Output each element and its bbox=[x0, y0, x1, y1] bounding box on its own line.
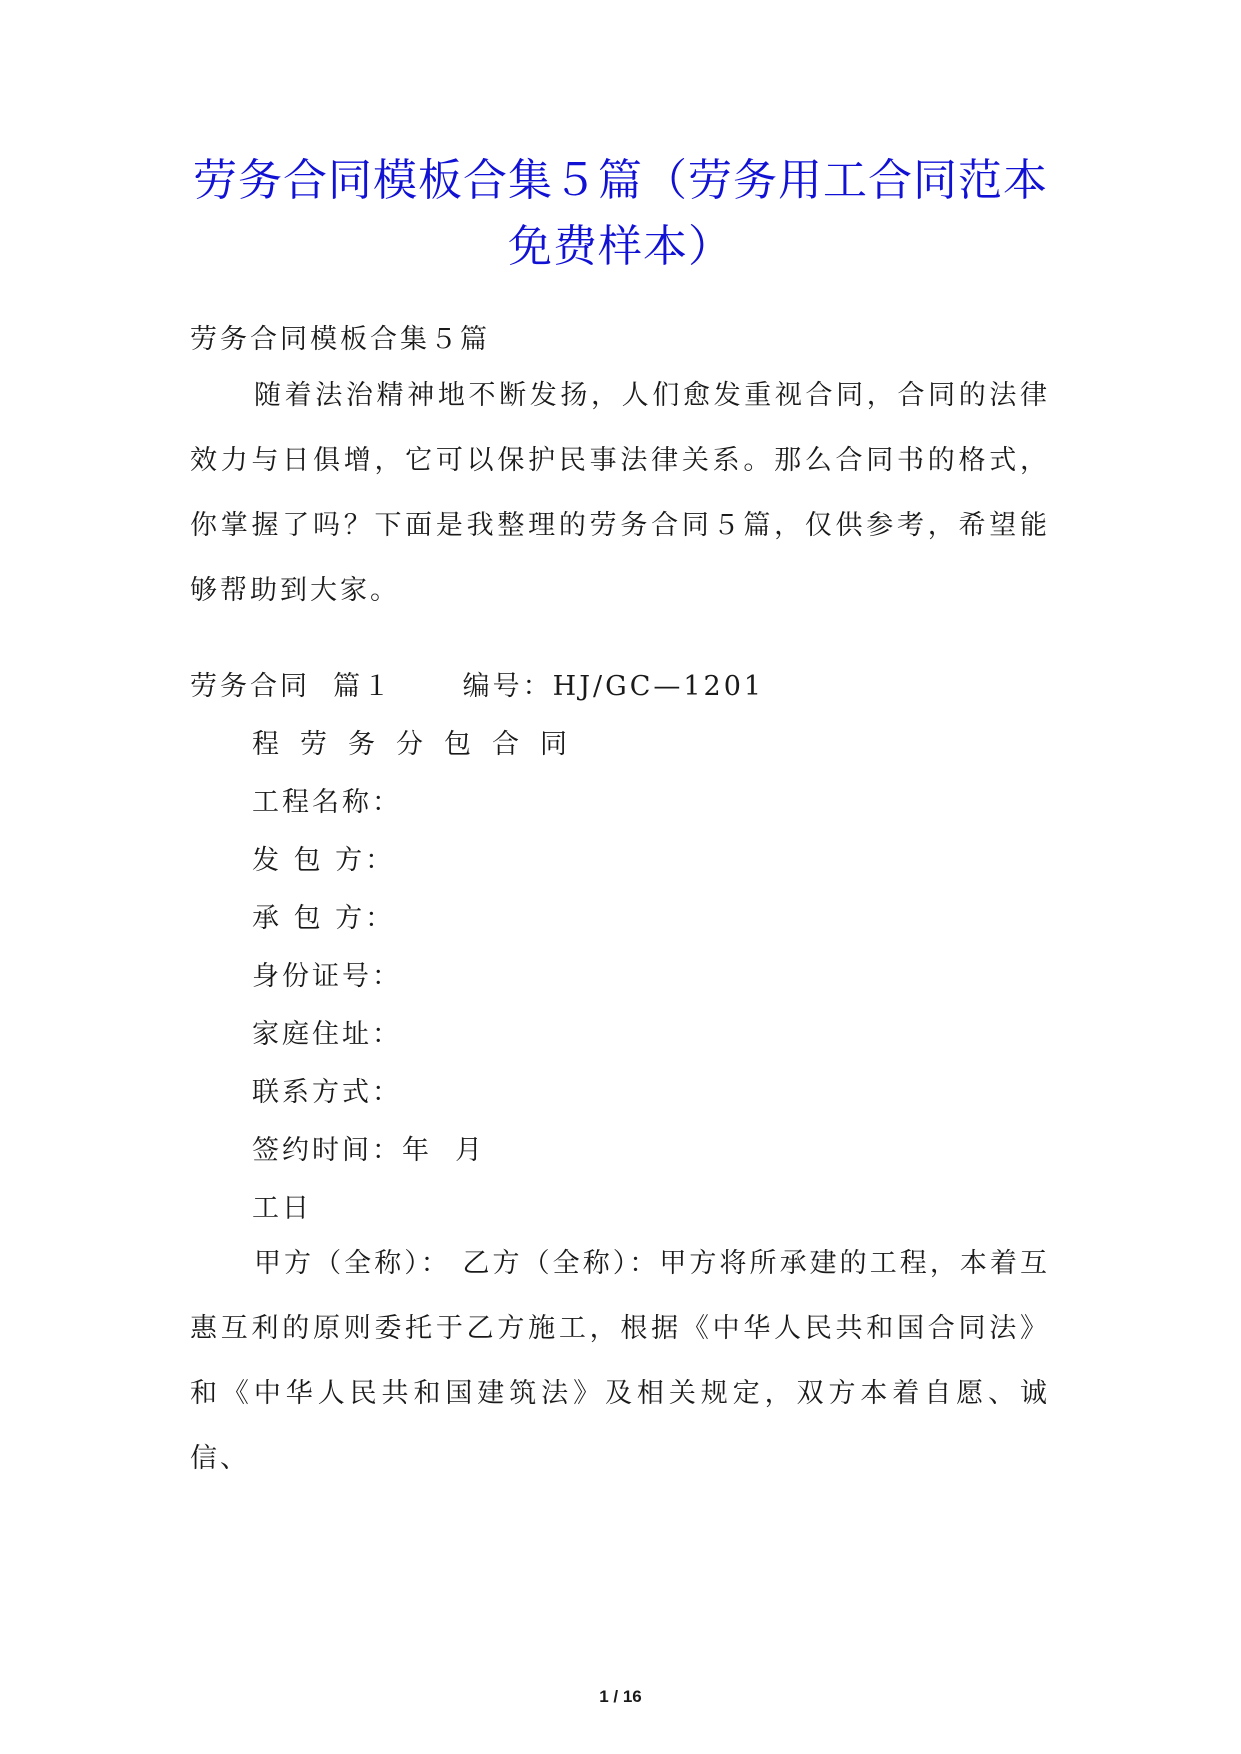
title-line-1: 劳务合同模板合集５篇（劳务用工合同范本 bbox=[193, 155, 1048, 206]
document-subtitle: 劳务合同模板合集５篇 bbox=[190, 324, 490, 355]
field-employer: 发 包 方： bbox=[252, 845, 396, 876]
field-sign-date: 签约时间：年 月 bbox=[252, 1135, 486, 1166]
document-title bbox=[150, 148, 1091, 280]
contract-title: 程劳务分包合同 bbox=[252, 729, 588, 760]
field-contact: 联系方式： bbox=[252, 1077, 402, 1108]
field-project-name: 工程名称： bbox=[252, 787, 402, 818]
title-line-2: 免费样本） bbox=[508, 221, 733, 272]
field-home-address: 家庭住址： bbox=[252, 1019, 402, 1050]
field-contractor: 承 包 方： bbox=[252, 903, 396, 934]
body-paragraph: 甲方（全称）： 乙方（全称）：甲方将所承建的工程，本着互惠互利的原则委托于乙方施工，根据《中华人民共和国合同法》和《中华人民共和国建筑法》及相关规定，双方本着自愿、诚信、 bbox=[190, 1248, 1050, 1474]
section-heading: 劳务合同 篇１ 编号：HJ/GC—1201 bbox=[190, 671, 765, 702]
field-day: 工日 bbox=[252, 1193, 312, 1224]
intro-paragraph: 随着法治精神地不断发扬，人们愈发重视合同，合同的法律效力与日俱增，它可以保护民事法律关系。那么合同书的格式，你掌握了吗？下面是我整理的劳务合同５篇，仅供参考，希望能够帮助到大家。 bbox=[190, 380, 1050, 606]
page-number: 1 / 16 bbox=[599, 1687, 642, 1706]
field-id-number: 身份证号： bbox=[252, 961, 402, 992]
